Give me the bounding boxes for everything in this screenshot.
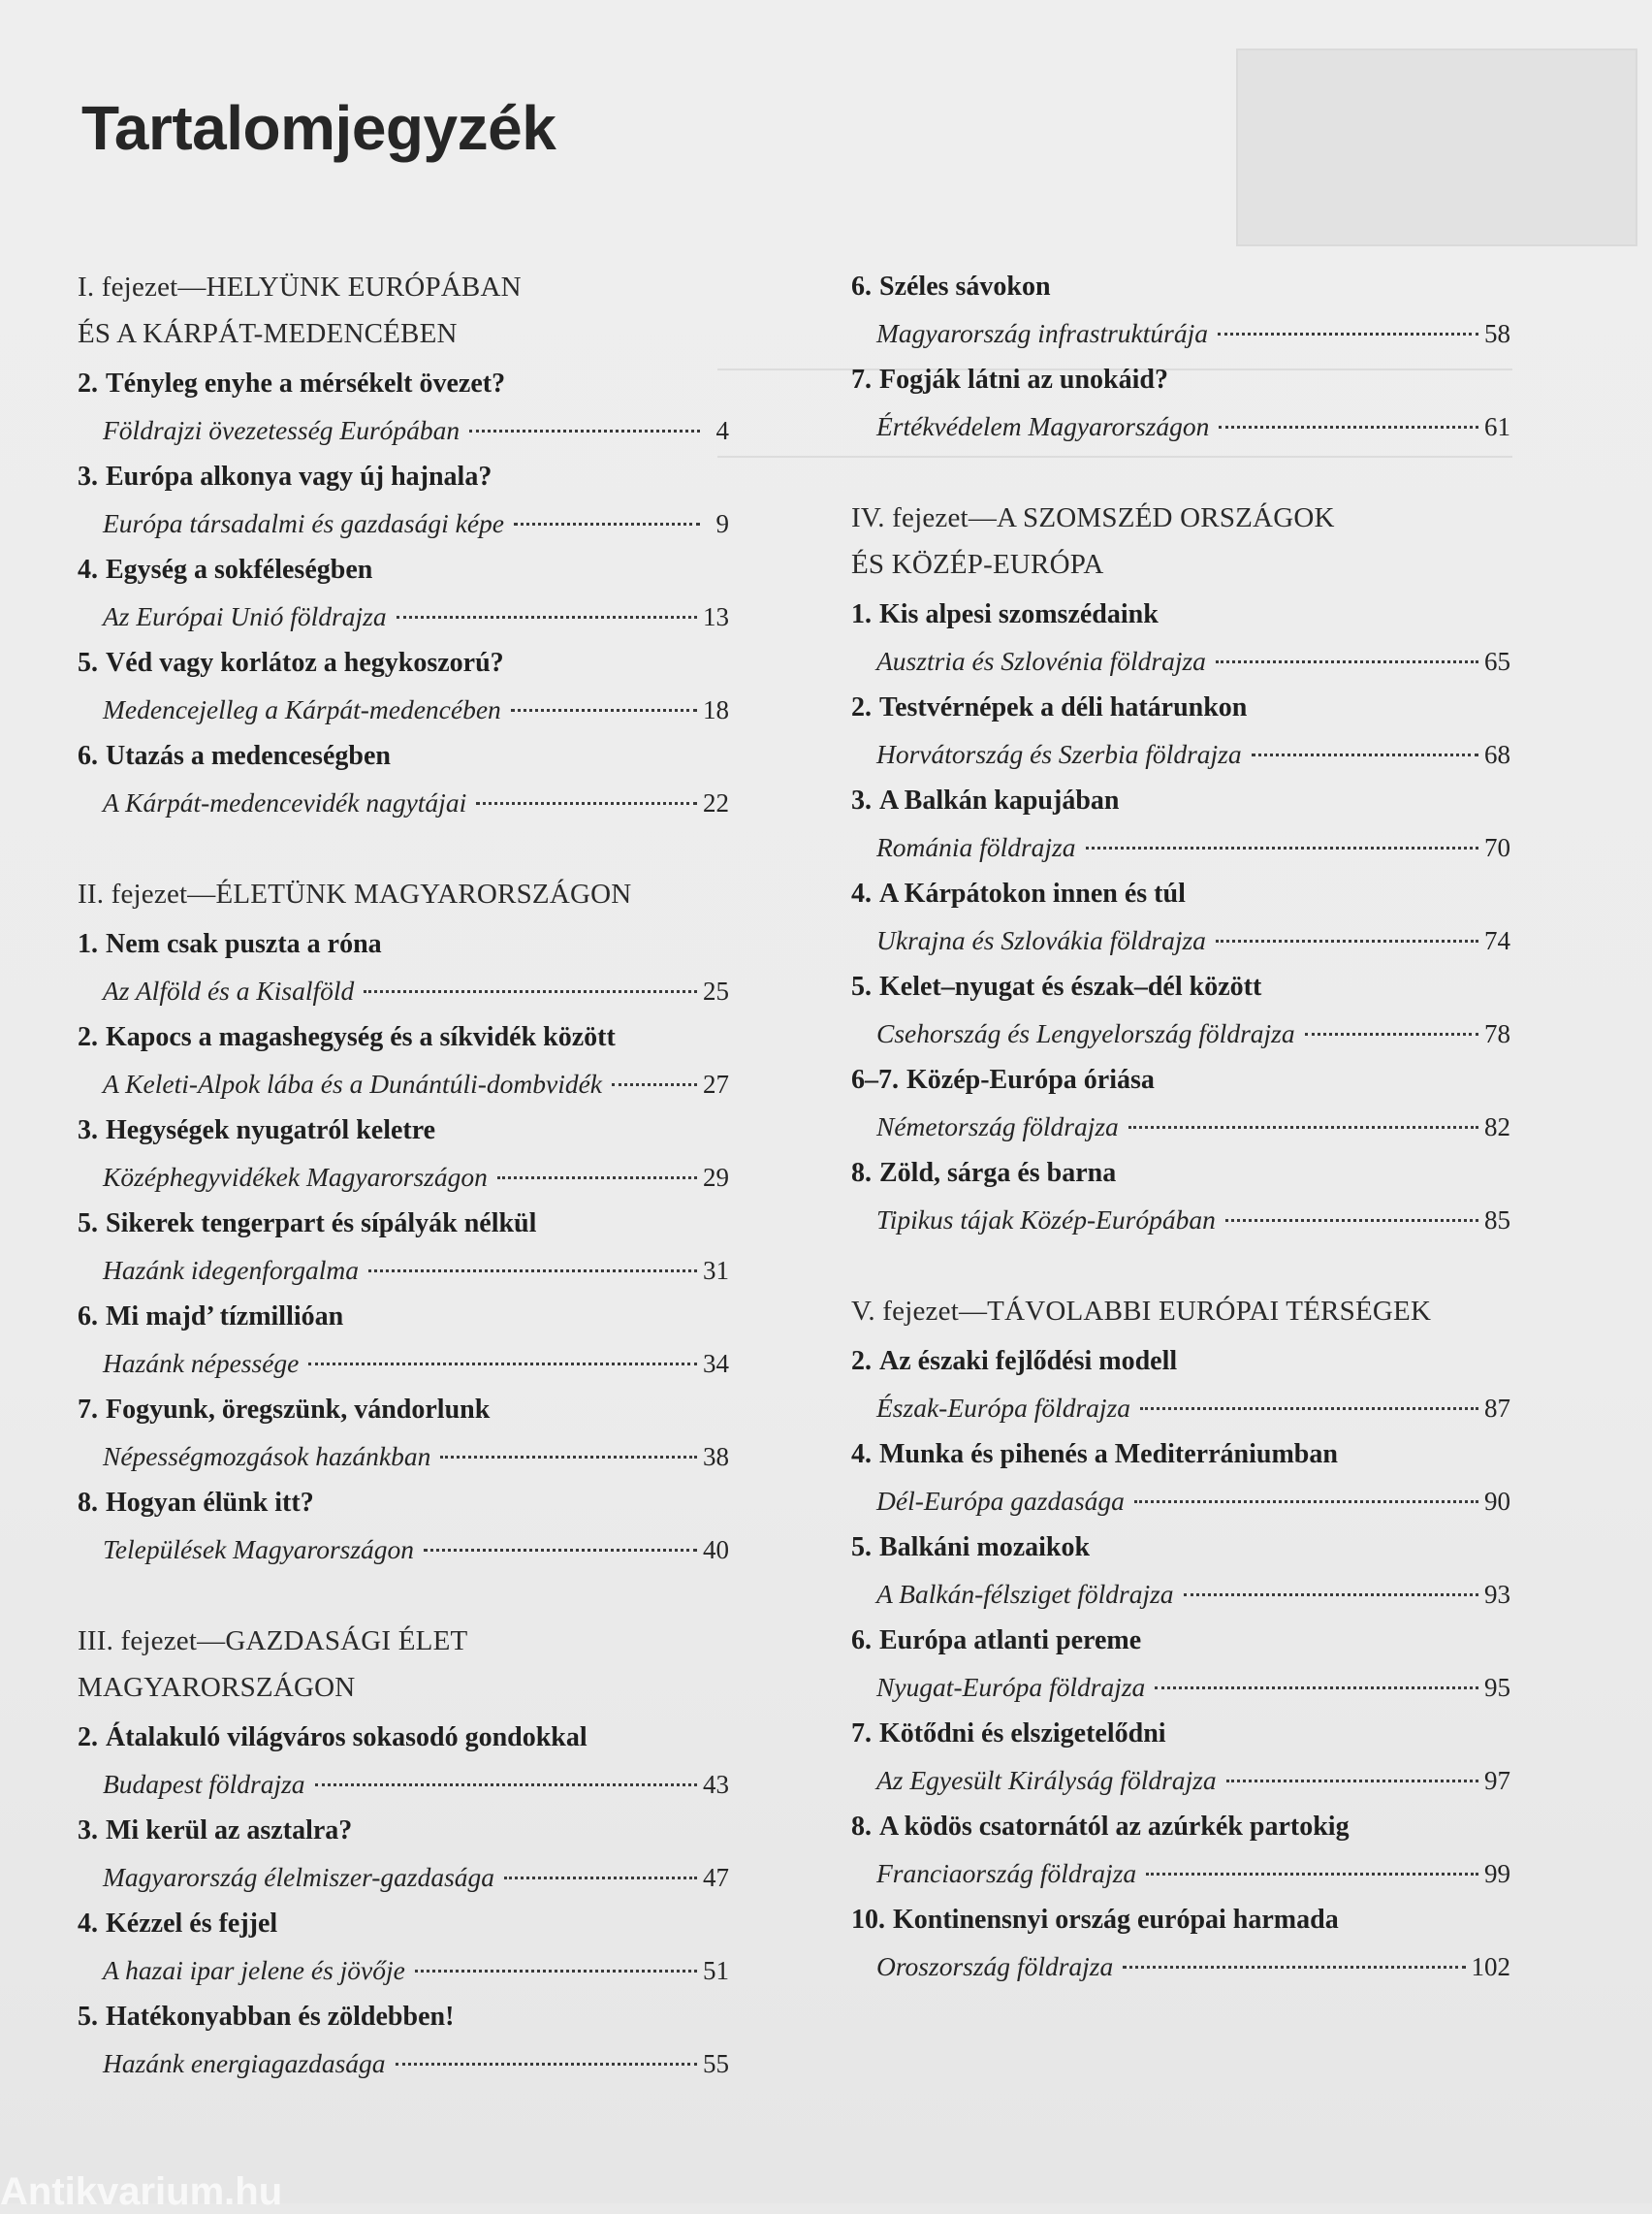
lesson-title	[78, 454, 729, 500]
page-number: 74	[1484, 926, 1510, 955]
lesson-title-text: Mi kerül az asztalra?	[106, 1815, 353, 1845]
toc-entry	[851, 264, 1510, 357]
bleed-through-box	[1236, 48, 1637, 246]
lesson-title	[78, 547, 729, 594]
lesson-title-text: Kapocs a magashegység és a síkvidék között	[106, 1022, 616, 1052]
toc-entry	[78, 1994, 729, 2087]
toc-entry	[851, 592, 1510, 685]
dot-leader	[308, 1363, 697, 1365]
chapter-heading-line: II. fejezet—ÉLETÜNK MAGYARORSZÁGON	[78, 879, 632, 910]
page-number: 99	[1484, 1859, 1510, 1888]
toc-entry	[851, 1711, 1510, 1804]
lesson-subtitle-row	[78, 1433, 729, 1480]
dot-leader	[1086, 847, 1479, 850]
lesson-title	[78, 1808, 729, 1854]
lesson-number: 3.	[78, 462, 98, 492]
toc-right-column	[851, 264, 1510, 1990]
lesson-subtitle-row	[78, 1761, 729, 1808]
lesson-title-text: Hegységek nyugatról keletre	[106, 1115, 436, 1145]
lesson-subtitle: Magyarország infrastruktúrája	[876, 318, 1208, 348]
lesson-title-text: Közép-Európa óriása	[906, 1065, 1155, 1095]
page-number: 13	[703, 602, 729, 631]
section-gap	[78, 1573, 729, 1618]
page-number: 9	[715, 509, 729, 538]
lesson-number: 8.	[78, 1488, 98, 1518]
toc-entry	[851, 357, 1510, 450]
lesson-subtitle-row	[78, 1154, 729, 1201]
lesson-title	[851, 1338, 1510, 1385]
page-number: 31	[703, 1256, 729, 1285]
dot-leader	[1155, 1686, 1478, 1689]
lesson-number: 5.	[78, 1208, 98, 1238]
lesson-title-text: Fogyunk, öregszünk, vándorlunk	[106, 1395, 491, 1425]
page-number: 85	[1484, 1205, 1510, 1235]
chapter-heading-line: I. fejezet—HELYÜNK EURÓPÁBAN	[78, 272, 522, 303]
lesson-number: 6.	[78, 741, 98, 771]
lesson-title-text: Kontinensnyi ország európai harmada	[893, 1905, 1339, 1935]
lesson-title	[851, 685, 1510, 731]
lesson-title-text: A Kárpátokon innen és túl	[879, 879, 1186, 909]
lesson-subtitle: A hazai ipar jelene és jövője	[103, 1955, 405, 1985]
dot-leader	[364, 990, 697, 993]
page-number: 70	[1484, 833, 1510, 862]
toc-entry	[78, 640, 729, 733]
page-number: 4	[715, 416, 729, 445]
dot-leader	[315, 1783, 697, 1786]
lesson-title	[78, 1294, 729, 1340]
toc-entry	[78, 1387, 729, 1480]
lesson-subtitle: Hazánk népessége	[103, 1348, 300, 1378]
lesson-title-text: Hogyan élünk itt?	[106, 1488, 314, 1518]
lesson-subtitle-row	[78, 780, 729, 826]
dot-leader	[511, 709, 697, 712]
lesson-subtitle: Európa társadalmi és gazdasági képe	[103, 508, 505, 538]
toc-entry	[851, 685, 1510, 778]
lesson-subtitle-row	[851, 1664, 1510, 1711]
page-number: 18	[703, 695, 729, 724]
lesson-subtitle: Budapest földrajza	[103, 1769, 305, 1799]
lesson-title	[78, 1480, 729, 1526]
dot-leader	[368, 1269, 697, 1272]
lesson-title-text: Utazás a medenceségben	[106, 741, 391, 771]
dot-leader	[1128, 1126, 1478, 1129]
lesson-title-text: Tényleg enyhe a mérsékelt övezet?	[106, 369, 506, 399]
lesson-subtitle-row	[851, 731, 1510, 778]
chapter-heading	[851, 1288, 1510, 1334]
lesson-title-text: Munka és pihenés a Mediterrániumban	[879, 1439, 1338, 1469]
lesson-title-text: Nem csak puszta a róna	[106, 929, 382, 959]
lesson-title-text: Balkáni mozaikok	[879, 1532, 1091, 1562]
lesson-title	[78, 1201, 729, 1247]
page-number: 25	[703, 977, 729, 1006]
lesson-subtitle-row	[78, 1526, 729, 1573]
dot-leader	[440, 1456, 697, 1459]
lesson-subtitle: Hazánk energiagazdasága	[103, 2048, 386, 2078]
lesson-subtitle-row	[78, 407, 729, 454]
dot-leader	[1226, 1780, 1478, 1782]
lesson-number: 1.	[851, 599, 872, 629]
lesson-number: 3.	[851, 786, 872, 816]
lesson-number: 8.	[851, 1812, 872, 1842]
section-gap	[78, 826, 729, 871]
dot-leader	[415, 1970, 697, 1973]
lesson-subtitle: Csehország és Lengyelország földrajza	[876, 1018, 1295, 1048]
toc-entry	[78, 1014, 729, 1107]
lesson-number: 2.	[851, 692, 872, 722]
lesson-subtitle: Nyugat-Európa földrajza	[876, 1672, 1146, 1702]
dot-leader	[1225, 1219, 1478, 1222]
page-number: 27	[703, 1070, 729, 1099]
page-number: 97	[1484, 1766, 1510, 1795]
chapter-heading-line: ÉS A KÁRPÁT-MEDENCÉBEN	[78, 318, 458, 349]
lesson-number: 4.	[851, 1439, 872, 1469]
lesson-title	[851, 964, 1510, 1011]
page-number: 58	[1484, 319, 1510, 348]
lesson-subtitle: Magyarország élelmiszer-gazdasága	[103, 1862, 495, 1892]
lesson-title-text: Testvérnépek a déli határunkon	[879, 692, 1248, 722]
lesson-number: 1.	[78, 929, 98, 959]
lesson-subtitle: Észak-Európa földrajza	[876, 1393, 1131, 1423]
lesson-title-text: Fogják látni az unokáid?	[879, 365, 1168, 395]
lesson-subtitle: Az Egyesült Királyság földrajza	[876, 1765, 1217, 1795]
lesson-subtitle-row	[851, 1104, 1510, 1150]
dot-leader	[424, 1549, 697, 1552]
dot-leader	[1305, 1033, 1478, 1036]
lesson-subtitle-row	[851, 1478, 1510, 1524]
lesson-title	[78, 1994, 729, 2040]
lesson-title	[78, 921, 729, 968]
lesson-subtitle: Földrajzi övezetesség Európában	[103, 415, 461, 445]
lesson-title	[78, 640, 729, 687]
lesson-subtitle-row	[78, 1854, 729, 1901]
lesson-subtitle-row	[851, 310, 1510, 357]
dot-leader	[612, 1083, 697, 1086]
lesson-number: 4.	[851, 879, 872, 909]
toc-entry	[78, 1715, 729, 1808]
lesson-title-text: Európa alkonya vagy új hajnala?	[106, 462, 492, 492]
page-number: 47	[703, 1863, 729, 1892]
lesson-number: 5.	[78, 2002, 98, 2032]
lesson-subtitle: A Keleti-Alpok lába és a Dunántúli-dombvidék	[103, 1069, 603, 1099]
lesson-number: 10.	[851, 1905, 885, 1935]
lesson-subtitle: Középhegyvidékek Magyarországon	[103, 1162, 488, 1192]
lesson-subtitle-row	[78, 594, 729, 640]
lesson-subtitle: A Kárpát-medencevidék nagytájai	[103, 787, 467, 818]
page-number: 68	[1484, 740, 1510, 769]
toc-entry	[78, 733, 729, 826]
lesson-number: 4.	[78, 555, 98, 585]
lesson-number: 3.	[78, 1815, 98, 1845]
page-number: 95	[1484, 1673, 1510, 1702]
lesson-subtitle: Dél-Európa gazdasága	[876, 1486, 1125, 1516]
lesson-number: 2.	[851, 1346, 872, 1376]
lesson-title	[851, 871, 1510, 917]
lesson-subtitle-row	[851, 1943, 1510, 1990]
lesson-title-text: Hatékonyabban és zöldebben!	[106, 2002, 455, 2032]
lesson-title	[78, 361, 729, 407]
lesson-title	[851, 778, 1510, 824]
lesson-title	[78, 1014, 729, 1061]
chapter-heading	[78, 1618, 729, 1711]
lesson-title-text: Kis alpesi szomszédaink	[879, 599, 1159, 629]
lesson-subtitle-row	[78, 1340, 729, 1387]
toc-entry	[851, 1431, 1510, 1524]
lesson-title	[78, 1901, 729, 1947]
toc-entry	[78, 1107, 729, 1201]
lesson-title	[851, 1431, 1510, 1478]
toc-entry	[851, 871, 1510, 964]
lesson-subtitle-row	[851, 1757, 1510, 1804]
lesson-subtitle-row	[851, 917, 1510, 964]
lesson-title	[851, 1057, 1510, 1104]
toc-entry	[78, 1294, 729, 1387]
toc-entry	[78, 1808, 729, 1901]
toc-left-column	[78, 264, 729, 2087]
dot-leader	[497, 1176, 697, 1179]
lesson-subtitle: Hazánk idegenforgalma	[103, 1255, 360, 1285]
lesson-title	[78, 1107, 729, 1154]
lesson-title	[851, 1618, 1510, 1664]
lesson-title-text: Sikerek tengerpart és sípályák nélkül	[106, 1208, 537, 1238]
dot-leader	[504, 1877, 697, 1879]
lesson-title	[851, 1150, 1510, 1197]
lesson-subtitle-row	[78, 687, 729, 733]
toc-entry	[78, 1201, 729, 1294]
dot-leader	[1134, 1500, 1478, 1503]
dot-leader	[1123, 1966, 1465, 1969]
lesson-title	[78, 1387, 729, 1433]
lesson-title-text: Átalakuló világváros sokasodó gondokkal	[106, 1722, 588, 1752]
lesson-number: 7.	[851, 365, 872, 395]
dot-leader	[469, 430, 700, 433]
chapter-heading-line: IV. fejezet—A SZOMSZÉD ORSZÁGOK	[851, 502, 1335, 533]
toc-entry	[78, 454, 729, 547]
lesson-title	[851, 592, 1510, 638]
lesson-title-text: Széles sávokon	[879, 272, 1051, 302]
lesson-title-text: A Balkán kapujában	[879, 786, 1120, 816]
chapter-heading-line: MAGYARORSZÁGON	[78, 1672, 356, 1703]
lesson-subtitle-row	[78, 1947, 729, 1994]
lesson-subtitle-row	[78, 1247, 729, 1294]
lesson-subtitle: Az Alföld és a Kisalföld	[103, 976, 355, 1006]
lesson-title	[851, 357, 1510, 403]
lesson-subtitle: Horvátország és Szerbia földrajza	[876, 739, 1242, 769]
toc-entry	[851, 1804, 1510, 1897]
toc-entry	[78, 1901, 729, 1994]
lesson-subtitle-row	[851, 403, 1510, 450]
dot-leader	[396, 2063, 697, 2066]
dot-leader	[514, 523, 700, 526]
lesson-subtitle: Értékvédelem Magyarországon	[876, 411, 1210, 441]
page-number: 87	[1484, 1394, 1510, 1423]
dot-leader	[1140, 1407, 1478, 1410]
page-number: 61	[1484, 412, 1510, 441]
toc-entry	[78, 361, 729, 454]
lesson-number: 6.	[78, 1301, 98, 1332]
lesson-subtitle: Németország földrajza	[876, 1111, 1119, 1141]
lesson-number: 2.	[78, 369, 98, 399]
lesson-subtitle: Franciaország földrajza	[876, 1858, 1137, 1888]
dot-leader	[397, 616, 697, 619]
lesson-title	[851, 1897, 1510, 1943]
toc-entry	[851, 1057, 1510, 1150]
lesson-number: 6.	[851, 272, 872, 302]
toc-entry	[78, 921, 729, 1014]
lesson-subtitle: Ukrajna és Szlovákia földrajza	[876, 925, 1206, 955]
lesson-subtitle-row	[851, 824, 1510, 871]
page-number: 22	[703, 788, 729, 818]
lesson-title	[78, 733, 729, 780]
lesson-subtitle: Népességmozgások hazánkban	[103, 1441, 431, 1471]
lesson-subtitle-row	[851, 1850, 1510, 1897]
page-number: 65	[1484, 647, 1510, 676]
lesson-title	[78, 1715, 729, 1761]
lesson-number: 2.	[78, 1022, 98, 1052]
page-number: 90	[1484, 1487, 1510, 1516]
lesson-title-text: A ködös csatornától az azúrkék partokig	[879, 1812, 1350, 1842]
lesson-subtitle: Tipikus tájak Közép-Európában	[876, 1204, 1216, 1235]
page-number: 43	[703, 1770, 729, 1799]
page-number: 78	[1484, 1019, 1510, 1048]
lesson-subtitle-row	[851, 1571, 1510, 1618]
lesson-number: 2.	[78, 1722, 98, 1752]
lesson-title	[851, 264, 1510, 310]
page-number: 51	[703, 1956, 729, 1985]
dot-leader	[1184, 1593, 1478, 1596]
lesson-title-text: Véd vagy korlátoz a hegykoszorú?	[106, 648, 504, 678]
lesson-title-text: Európa atlanti pereme	[879, 1625, 1142, 1655]
dot-leader	[1216, 660, 1478, 663]
lesson-subtitle-row	[78, 500, 729, 547]
lesson-subtitle: Medencejelleg a Kárpát-medencében	[103, 694, 501, 724]
lesson-number: 5.	[851, 1532, 872, 1562]
lesson-subtitle: Települések Magyarországon	[103, 1534, 415, 1564]
toc-entry	[78, 547, 729, 640]
chapter-heading-line: V. fejezet—TÁVOLABBI EURÓPAI TÉRSÉGEK	[851, 1296, 1432, 1327]
page-number: 55	[703, 2049, 729, 2078]
toc-entry	[851, 778, 1510, 871]
page-number: 40	[703, 1535, 729, 1564]
lesson-subtitle: Oroszország földrajza	[876, 1951, 1114, 1981]
lesson-subtitle-row	[851, 638, 1510, 685]
lesson-number: 5.	[78, 648, 98, 678]
lesson-number: 7.	[78, 1395, 98, 1425]
lesson-subtitle-row	[851, 1197, 1510, 1243]
dot-leader	[1216, 940, 1478, 943]
toc-entry	[78, 1480, 729, 1573]
page-number: 93	[1484, 1580, 1510, 1609]
lesson-subtitle: A Balkán-félsziget földrajza	[876, 1579, 1174, 1609]
lesson-number: 7.	[851, 1718, 872, 1749]
watermark-text: Antikvarium.hu	[0, 2170, 283, 2213]
lesson-subtitle: Az Európai Unió földrajza	[103, 601, 387, 631]
lesson-subtitle-row	[78, 2040, 729, 2087]
lesson-title	[851, 1804, 1510, 1850]
section-gap	[851, 1243, 1510, 1288]
lesson-title-text: Kézzel és fejjel	[106, 1909, 278, 1939]
chapter-heading-line: III. fejezet—GAZDASÁGI ÉLET	[78, 1625, 468, 1656]
lesson-number: 4.	[78, 1909, 98, 1939]
page-number: 38	[703, 1442, 729, 1471]
lesson-number: 6–7.	[851, 1065, 899, 1095]
chapter-heading	[78, 264, 729, 357]
lesson-title-text: Egység a sokféleségben	[106, 555, 373, 585]
section-gap	[851, 450, 1510, 495]
lesson-title-text: Mi majd’ tízmillióan	[106, 1301, 344, 1332]
dot-leader	[1146, 1873, 1478, 1876]
lesson-title-text: Kötődni és elszigetelődni	[879, 1718, 1166, 1749]
dot-leader	[1218, 333, 1478, 336]
lesson-title	[851, 1524, 1510, 1571]
dot-leader	[1252, 754, 1478, 756]
toc-entry	[851, 1150, 1510, 1243]
lesson-subtitle-row	[851, 1011, 1510, 1057]
chapter-heading-line: ÉS KÖZÉP-EURÓPA	[851, 549, 1104, 580]
page-number: 34	[703, 1349, 729, 1378]
chapter-heading	[78, 871, 729, 917]
lesson-subtitle-row	[78, 1061, 729, 1107]
lesson-number: 3.	[78, 1115, 98, 1145]
lesson-number: 5.	[851, 972, 872, 1002]
lesson-subtitle: Románia földrajza	[876, 832, 1076, 862]
page-number: 102	[1471, 1952, 1510, 1981]
toc-entry	[851, 1897, 1510, 1990]
toc-entry	[851, 1338, 1510, 1431]
toc-entry	[851, 1524, 1510, 1618]
toc-entry	[851, 1618, 1510, 1711]
lesson-number: 8.	[851, 1158, 872, 1188]
page-title: Tartalomjegyzék	[81, 93, 556, 163]
lesson-subtitle-row	[78, 968, 729, 1014]
lesson-title-text: Az északi fejlődési modell	[879, 1346, 1178, 1376]
lesson-subtitle: Ausztria és Szlovénia földrajza	[876, 646, 1206, 676]
lesson-title-text: Kelet–nyugat és észak–dél között	[879, 972, 1262, 1002]
lesson-title-text: Zöld, sárga és barna	[879, 1158, 1117, 1188]
toc-entry	[851, 964, 1510, 1057]
page-number: 29	[703, 1163, 729, 1192]
chapter-heading	[851, 495, 1510, 588]
dot-leader	[1219, 426, 1478, 429]
lesson-subtitle-row	[851, 1385, 1510, 1431]
page-number: 82	[1484, 1112, 1510, 1141]
lesson-number: 6.	[851, 1625, 872, 1655]
lesson-title	[851, 1711, 1510, 1757]
dot-leader	[476, 802, 697, 805]
